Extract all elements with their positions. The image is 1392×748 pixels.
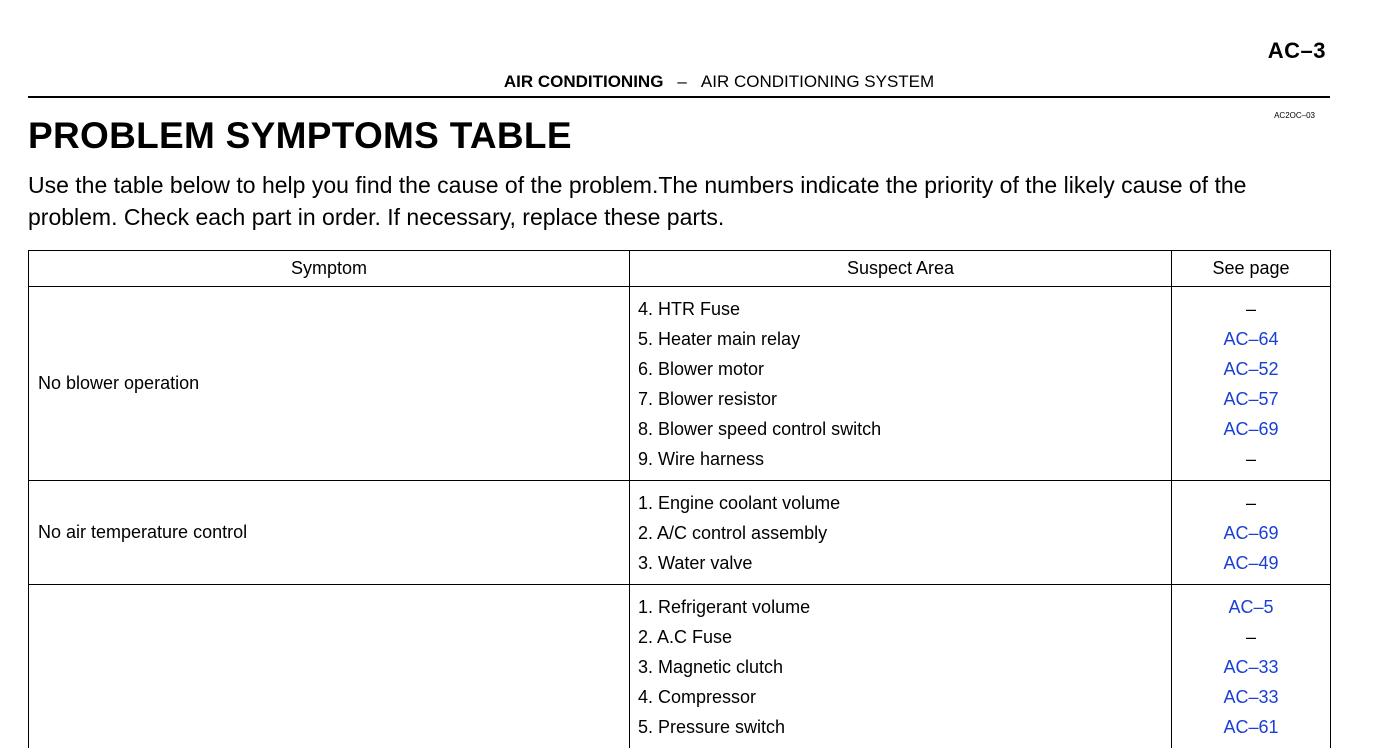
see-page-item [1172, 444, 1330, 474]
table-body [29, 287, 1331, 748]
see-page-item [1172, 622, 1330, 652]
table-row [29, 585, 1331, 748]
page-reference-link[interactable]: AC–49 [1223, 553, 1278, 573]
header-rule [28, 96, 1330, 98]
see-page-item [1172, 652, 1330, 682]
page-reference-none: – [1246, 493, 1256, 513]
header-separator: – [677, 72, 686, 91]
page-reference-link[interactable]: AC–69 [1223, 523, 1278, 543]
table-row [29, 287, 1331, 481]
suspect-area-cell [630, 585, 1172, 748]
header-symptom: Symptom [29, 251, 630, 287]
page-number: AC–3 [1268, 38, 1326, 64]
page-title: PROBLEM SYMPTOMS TABLE [28, 115, 572, 157]
page-reference-none: – [1246, 449, 1256, 469]
page-reference-link[interactable]: AC–5 [1228, 597, 1273, 617]
see-page-item [1172, 354, 1330, 384]
suspect-area-cell [630, 481, 1172, 585]
suspect-area-item: 7. Blower resistor [630, 384, 1171, 414]
see-page-item [1172, 592, 1330, 622]
suspect-area-item: 2. A/C control assembly [630, 518, 1171, 548]
symptom-cell: No blower operation [29, 287, 630, 481]
header-subsection: AIR CONDITIONING SYSTEM [701, 72, 934, 91]
page-reference-link[interactable]: AC–33 [1223, 687, 1278, 707]
see-page-item [1172, 294, 1330, 324]
suspect-area-item: 4. HTR Fuse [630, 294, 1171, 324]
suspect-area-item: 1. Refrigerant volume [630, 592, 1171, 622]
running-header [28, 72, 1330, 92]
see-page-item [1172, 324, 1330, 354]
suspect-area-item: 4. Compressor [630, 682, 1171, 712]
suspect-area-item: 9. Wire harness [630, 444, 1171, 474]
symptoms-table [28, 250, 1331, 748]
symptom-cell: No air temperature control [29, 481, 630, 585]
see-page-item [1172, 682, 1330, 712]
suspect-area-item: 8. Blower speed control switch [630, 414, 1171, 444]
page-reference-link[interactable]: AC–64 [1223, 329, 1278, 349]
suspect-area-cell [630, 287, 1172, 481]
page-reference-link[interactable]: AC–69 [1223, 419, 1278, 439]
page-reference-link[interactable]: AC–52 [1223, 359, 1278, 379]
suspect-area-item: 5. Pressure switch [630, 712, 1171, 742]
see-page-item [1172, 712, 1330, 742]
page-reference-none: – [1246, 299, 1256, 319]
suspect-area-item: 2. A.C Fuse [630, 622, 1171, 652]
page-reference-link[interactable]: AC–33 [1223, 657, 1278, 677]
doc-code: AC2OC–03 [1274, 111, 1315, 120]
see-page-cell [1172, 481, 1331, 585]
see-page-item [1172, 384, 1330, 414]
suspect-area-item: 1. Engine coolant volume [630, 488, 1171, 518]
suspect-area-item: 6. Blower motor [630, 354, 1171, 384]
page-reference-link[interactable]: AC–61 [1223, 717, 1278, 737]
header-suspect-area: Suspect Area [630, 251, 1172, 287]
see-page-item [1172, 488, 1330, 518]
see-page-item [1172, 548, 1330, 578]
page-reference-none: – [1246, 627, 1256, 647]
header-see-page: See page [1172, 251, 1331, 287]
intro-paragraph: Use the table below to help you find the cause of the problem.The numbers indicate the priority of the likely cause of the problem. Check each part in order. If necessary, replace these parts. [28, 169, 1338, 233]
suspect-area-item: 3. Magnetic clutch [630, 652, 1171, 682]
see-page-item [1172, 518, 1330, 548]
see-page-item [1172, 414, 1330, 444]
symptom-cell [29, 585, 630, 748]
page-reference-link[interactable]: AC–57 [1223, 389, 1278, 409]
header-section: AIR CONDITIONING [504, 72, 664, 91]
suspect-area-item: 5. Heater main relay [630, 324, 1171, 354]
table-row [29, 481, 1331, 585]
suspect-area-item: 3. Water valve [630, 548, 1171, 578]
table-header-row [29, 251, 1331, 287]
see-page-cell [1172, 287, 1331, 481]
see-page-cell [1172, 585, 1331, 748]
